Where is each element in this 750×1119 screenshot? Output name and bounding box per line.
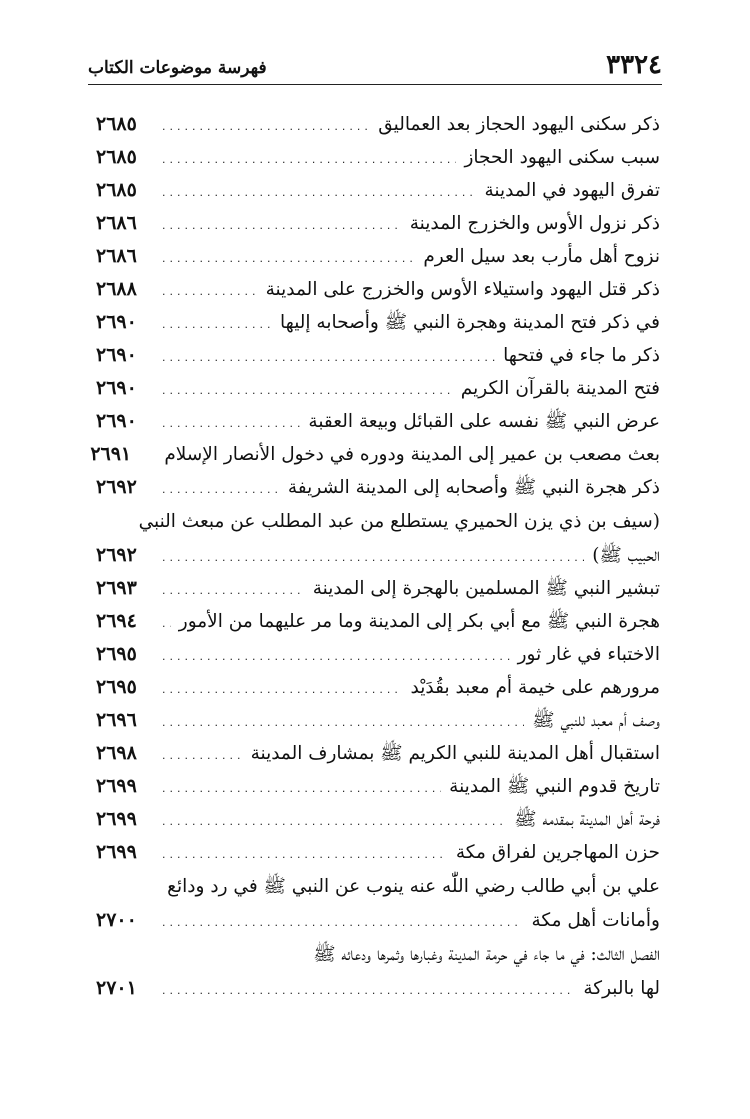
toc-entry-title: تبشير النبي ﷺ المسلمين بالهجرة إلى المدينة — [312, 578, 660, 599]
dot-leader — [162, 607, 171, 640]
toc-entry — [96, 174, 660, 207]
toc-entry-title: ذكر ما جاء في فتحها — [503, 345, 660, 366]
toc-entry — [96, 605, 660, 638]
toc-entry-page-number: ٢٧٠٠ — [96, 909, 137, 931]
toc-entry — [90, 438, 660, 471]
dot-leader — [162, 805, 506, 838]
toc-entry — [96, 770, 660, 803]
running-title: فهرسة موضوعات الكتاب — [88, 58, 267, 78]
toc-entry-page-number: ٢٦٩٠ — [96, 410, 137, 432]
toc-entry-line — [96, 737, 660, 770]
toc-entry-line — [96, 671, 660, 704]
toc-entry — [96, 108, 660, 141]
dot-leader — [162, 242, 415, 275]
toc-entry — [96, 671, 660, 704]
toc-entry-line — [96, 240, 660, 273]
toc-entry-first-line: الفصل الثالث: في ما جاء في حرمة المدينة وغبارها وثمرها ودعائه ﷺ — [313, 944, 660, 965]
toc-entry-line — [96, 803, 660, 836]
toc-entry — [96, 638, 660, 671]
toc-entry-title: الحبيب ﷺ) — [592, 545, 660, 566]
toc-entry-title: مرورهم على خيمة أم معبد بقُدَيْد — [410, 677, 660, 698]
toc-entry-page-number: ٢٧٠١ — [96, 977, 137, 999]
dot-leader — [162, 574, 305, 607]
toc-entry-page-number: ٢٦٨٥ — [96, 179, 137, 201]
toc-entry — [96, 306, 660, 339]
toc-entry-page-number: ٢٦٩٣ — [96, 577, 137, 599]
toc-entry — [96, 240, 660, 273]
page-number: ٣٣٢٤ — [606, 50, 662, 80]
toc-entry-line — [96, 273, 660, 306]
toc-entry-line — [96, 405, 660, 438]
dot-leader — [162, 906, 523, 939]
toc-entry — [96, 803, 660, 836]
toc-entry-page-number: ٢٦٩١ — [90, 443, 132, 465]
toc-entry — [96, 207, 660, 240]
toc-entry-line — [96, 539, 660, 572]
toc-entry-line — [96, 207, 660, 240]
toc-entry-line — [96, 972, 660, 1005]
dot-leader — [162, 838, 448, 871]
toc-entry-title: لها بالبركة — [583, 978, 660, 999]
toc-entry-line — [96, 471, 660, 504]
toc-entry-title: ذكر سكنى اليهود الحجاز بعد العماليق — [378, 114, 660, 135]
toc-entry-page-number: ٢٦٩٢ — [96, 476, 137, 498]
toc-entry-page-number: ٢٦٩٥ — [96, 643, 137, 665]
toc-entry-line — [96, 306, 660, 339]
toc-entry-line — [96, 141, 660, 174]
toc-entry-page-number: ٢٦٨٦ — [96, 245, 137, 267]
toc-entry-line — [96, 108, 660, 141]
toc-entry-title: تفرق اليهود في المدينة — [484, 180, 660, 201]
toc-entry-title: ذكر نزول الأوس والخزرج المدينة — [409, 213, 660, 234]
toc-entry-title: فتح المدينة بالقرآن الكريم — [460, 378, 660, 399]
dot-leader — [162, 772, 441, 805]
dot-leader — [162, 739, 243, 772]
toc-entry-line — [90, 438, 660, 471]
toc-entry-page-number: ٢٦٩٦ — [96, 709, 137, 731]
toc-entry-title: هجرة النبي ﷺ مع أبي بكر إلى المدينة وما مر عليهما من الأمور — [178, 611, 660, 632]
toc-entry-page-number: ٢٦٩٠ — [96, 311, 137, 333]
toc-entry — [96, 737, 660, 770]
dot-leader — [162, 143, 456, 176]
toc-entry-page-number: ٢٦٨٨ — [96, 278, 137, 300]
dot-leader — [162, 209, 402, 242]
toc-entry-page-number: ٢٦٨٥ — [96, 113, 137, 135]
toc-entry — [96, 372, 660, 405]
toc-entry-page-number: ٢٦٩٨ — [96, 742, 137, 764]
toc-entry-line — [96, 372, 660, 405]
dot-leader — [162, 640, 510, 673]
toc-entry-page-number: ٢٦٩٥ — [96, 676, 137, 698]
toc-entry-line — [96, 904, 660, 937]
dot-leader — [162, 706, 524, 739]
toc-entry — [96, 339, 660, 372]
toc-entry-title: في ذكر فتح المدينة وهجرة النبي ﷺ وأصحابه إليها — [280, 312, 660, 333]
toc-entry-page-number: ٢٦٩٩ — [96, 841, 137, 863]
toc-entry-page-number: ٢٦٩٤ — [96, 610, 137, 632]
dot-leader — [162, 974, 575, 1007]
toc-entry-page-number: ٢٦٩٠ — [96, 344, 137, 366]
toc-entry-title: بعث مصعب بن عمير إلى المدينة ودوره في دخول الأنصار الإسلام — [164, 444, 660, 465]
table-of-contents — [90, 108, 660, 1005]
toc-entry-first-line: (سيف بن ذي يزن الحميري يستطلع من عبد المطلب عن مبعث النبي — [138, 511, 660, 532]
toc-entry-page-number: ٢٦٩٩ — [96, 775, 137, 797]
toc-entry-line — [96, 572, 660, 605]
toc-entry-title: استقبال أهل المدينة للنبي الكريم ﷺ بمشارف المدينة — [250, 743, 660, 764]
toc-entry-line — [96, 339, 660, 372]
dot-leader — [162, 473, 280, 506]
toc-entry-line — [96, 605, 660, 638]
toc-entry — [96, 836, 660, 869]
dot-leader — [162, 341, 495, 374]
dot-leader — [162, 541, 584, 574]
toc-entry-line — [96, 704, 660, 737]
toc-entry — [96, 504, 660, 572]
toc-entry-title: الاختباء في غار ثور — [517, 644, 660, 665]
dot-leader — [162, 673, 403, 706]
toc-entry-line — [96, 836, 660, 869]
toc-entry-line — [96, 638, 660, 671]
toc-entry-title: وصف أم معبد للنبي ﷺ — [532, 710, 660, 731]
toc-entry-first-line: علي بن أبي طالب رضي اللّٰه عنه ينوب عن النبي ﷺ في رد ودائع — [167, 876, 660, 897]
page-header — [88, 44, 662, 85]
toc-entry-title: نزوح أهل مأرب بعد سيل العرم — [423, 246, 660, 267]
toc-entry-line — [96, 770, 660, 803]
toc-entry — [96, 937, 660, 1005]
dot-leader — [162, 407, 300, 440]
toc-entry-title: ذكر قتل اليهود واستيلاء الأوس والخزرج على المدينة — [265, 279, 660, 300]
toc-entry — [96, 471, 660, 504]
dot-leader — [162, 374, 453, 407]
dot-leader — [162, 308, 272, 341]
toc-entry — [96, 572, 660, 605]
toc-entry — [96, 704, 660, 737]
toc-entry-line — [96, 174, 660, 207]
toc-entry-page-number: ٢٦٩٢ — [96, 544, 137, 566]
toc-entry — [96, 141, 660, 174]
toc-entry-page-number: ٢٦٩٩ — [96, 808, 137, 830]
toc-entry-title: وأمانات أهل مكة — [531, 910, 660, 931]
toc-entry-title: عرض النبي ﷺ نفسه على القبائل وبيعة العقبة — [308, 411, 660, 432]
toc-entry — [96, 405, 660, 438]
toc-entry — [96, 869, 660, 937]
toc-entry-title: تاريخ قدوم النبي ﷺ المدينة — [449, 776, 660, 797]
toc-entry-page-number: ٢٦٨٥ — [96, 146, 137, 168]
toc-entry-title: فرحة أهل المدينة بمقدمه ﷺ — [514, 809, 660, 830]
toc-entry-title: سبب سكنى اليهود الحجاز — [464, 147, 660, 168]
toc-entry-title: حزن المهاجرين لفراق مكة — [455, 842, 660, 863]
dot-leader — [162, 275, 258, 308]
dot-leader — [162, 110, 370, 143]
toc-entry-page-number: ٢٦٩٠ — [96, 377, 137, 399]
toc-entry-title: ذكر هجرة النبي ﷺ وأصحابه إلى المدينة الشريفة — [287, 477, 660, 498]
toc-entry-page-number: ٢٦٨٦ — [96, 212, 137, 234]
toc-entry — [96, 273, 660, 306]
dot-leader — [162, 176, 477, 209]
